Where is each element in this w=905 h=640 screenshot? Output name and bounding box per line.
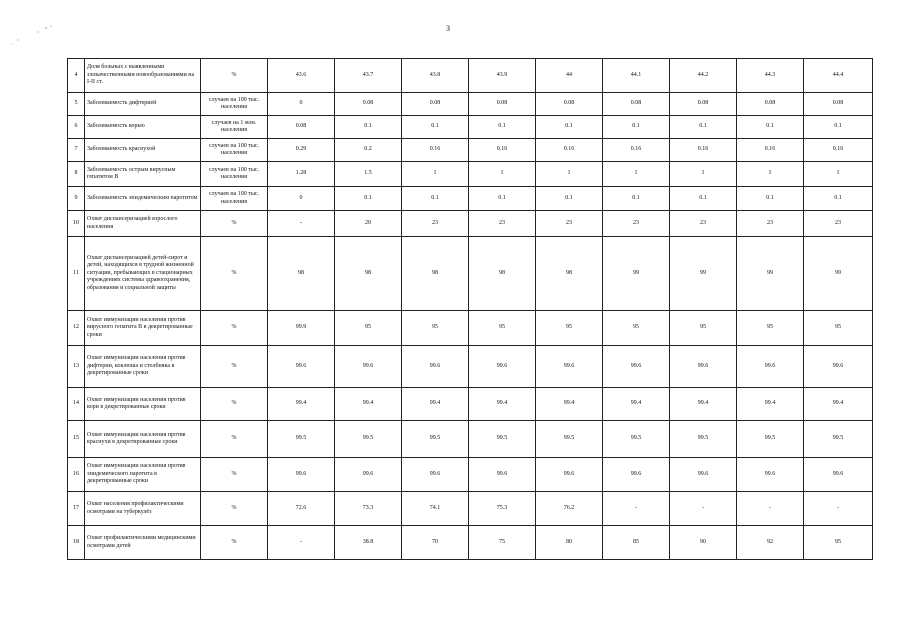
value-cell: 76.2 — [536, 492, 603, 526]
indicator-name: Заболеваемость краснухой — [85, 139, 201, 162]
value-cell: 99 — [804, 237, 873, 311]
unit-cell: % — [201, 59, 268, 93]
row-number: 10 — [68, 211, 85, 237]
row-number: 8 — [68, 162, 85, 187]
value-cell: 95 — [536, 311, 603, 346]
table-row — [68, 187, 873, 211]
unit-cell: % — [201, 492, 268, 526]
table-row — [68, 237, 873, 311]
value-cell: 72.6 — [268, 492, 335, 526]
value-cell: 92 — [737, 526, 804, 560]
table-row — [68, 59, 873, 93]
value-cell: 99.6 — [335, 458, 402, 492]
indicator-name: Охват иммунизации населения против кори в декретированные сроки — [85, 388, 201, 421]
table-row — [68, 346, 873, 388]
table-row — [68, 388, 873, 421]
value-cell: 95 — [335, 311, 402, 346]
value-cell: 23 — [402, 211, 469, 237]
unit-cell: случаев на 100 тыс. населения — [201, 93, 268, 116]
value-cell: 99.6 — [603, 346, 670, 388]
unit-cell: % — [201, 211, 268, 237]
value-cell: 43.9 — [469, 59, 536, 93]
value-cell: 99.4 — [603, 388, 670, 421]
value-cell: 0.16 — [469, 139, 536, 162]
value-cell: 0.08 — [737, 93, 804, 116]
value-cell: 80 — [536, 526, 603, 560]
value-cell: 0.16 — [670, 139, 737, 162]
unit-cell: % — [201, 388, 268, 421]
value-cell: 0.08 — [536, 93, 603, 116]
value-cell: 0.1 — [335, 187, 402, 211]
value-cell: 99.5 — [536, 421, 603, 458]
value-cell: 0.2 — [335, 139, 402, 162]
value-cell: 99.6 — [469, 346, 536, 388]
value-cell: 99 — [737, 237, 804, 311]
value-cell: 0.08 — [402, 93, 469, 116]
value-cell: 99.6 — [737, 458, 804, 492]
value-cell: 95 — [804, 526, 873, 560]
value-cell: 0.1 — [469, 187, 536, 211]
value-cell: 1 — [804, 162, 873, 187]
unit-cell: случаев на 100 тыс. населения — [201, 187, 268, 211]
value-cell: 0.1 — [536, 187, 603, 211]
value-cell: 95 — [603, 311, 670, 346]
value-cell: 0 — [268, 187, 335, 211]
value-cell: 99.5 — [402, 421, 469, 458]
value-cell: 99 — [670, 237, 737, 311]
value-cell: 99 — [603, 237, 670, 311]
value-cell: 0.29 — [268, 139, 335, 162]
value-cell: 23 — [670, 211, 737, 237]
value-cell: 99.4 — [804, 388, 873, 421]
value-cell: 0.16 — [536, 139, 603, 162]
value-cell: 95 — [804, 311, 873, 346]
indicator-name: Охват диспансеризацией взрослого населения — [85, 211, 201, 237]
value-cell: 1 — [469, 162, 536, 187]
indicator-name: Охват иммунизации населения против эпидемического паротита в декретированные сроки — [85, 458, 201, 492]
value-cell: 43.7 — [335, 59, 402, 93]
value-cell: - — [670, 492, 737, 526]
indicator-name: Заболеваемость корью — [85, 116, 201, 139]
value-cell: 23 — [603, 211, 670, 237]
indicator-name: Охват населения профилактическими осмотрами на туберкулёз — [85, 492, 201, 526]
unit-cell: случаев на 100 тыс. населения — [201, 139, 268, 162]
scan-artifact — [6, 22, 66, 52]
value-cell: 95 — [737, 311, 804, 346]
value-cell: 99.6 — [268, 458, 335, 492]
value-cell: - — [804, 492, 873, 526]
unit-cell: случаев на 1 млн. населения — [201, 116, 268, 139]
value-cell: - — [268, 211, 335, 237]
value-cell: 0.08 — [335, 93, 402, 116]
row-number: 16 — [68, 458, 85, 492]
table-row — [68, 526, 873, 560]
table-row — [68, 162, 873, 187]
value-cell: 99.5 — [268, 421, 335, 458]
value-cell: 43.8 — [402, 59, 469, 93]
value-cell: 0.1 — [536, 116, 603, 139]
row-number: 9 — [68, 187, 85, 211]
value-cell: 1 — [603, 162, 670, 187]
value-cell: 0.1 — [603, 187, 670, 211]
value-cell: 44.2 — [670, 59, 737, 93]
value-cell: 95 — [469, 311, 536, 346]
value-cell: 1 — [536, 162, 603, 187]
value-cell: 99.4 — [536, 388, 603, 421]
row-number: 18 — [68, 526, 85, 560]
value-cell: 0.16 — [804, 139, 873, 162]
value-cell: - — [268, 526, 335, 560]
value-cell: 73.3 — [335, 492, 402, 526]
row-number: 11 — [68, 237, 85, 311]
value-cell: 0.1 — [670, 187, 737, 211]
indicator-name: Охват диспансеризацией детей-сирот и детей, находящихся в трудной жизненной ситуации, пребывающих в стационарных учреждениях системы здравоохранения, образования и социальной защиты — [85, 237, 201, 311]
indicator-name: Охват иммунизации населения против краснухи в декретированные сроки — [85, 421, 201, 458]
value-cell: 95 — [402, 311, 469, 346]
row-number: 5 — [68, 93, 85, 116]
value-cell: 99.6 — [536, 346, 603, 388]
value-cell: 0.16 — [402, 139, 469, 162]
value-cell: 75.3 — [469, 492, 536, 526]
value-cell: 99.6 — [670, 458, 737, 492]
unit-cell: % — [201, 346, 268, 388]
value-cell: 99.4 — [670, 388, 737, 421]
value-cell: 99.4 — [737, 388, 804, 421]
value-cell: 99.5 — [469, 421, 536, 458]
value-cell: 0.08 — [670, 93, 737, 116]
indicator-name: Доля больных с выявленными злокачественными новообразованиями на I-II ст. — [85, 59, 201, 93]
value-cell: 0.1 — [737, 116, 804, 139]
value-cell: 23 — [469, 211, 536, 237]
unit-cell: % — [201, 311, 268, 346]
value-cell: 99.5 — [670, 421, 737, 458]
value-cell: 20 — [335, 211, 402, 237]
table-row — [68, 93, 873, 116]
value-cell: 99.6 — [268, 346, 335, 388]
value-cell: 98 — [268, 237, 335, 311]
value-cell: 0.1 — [603, 116, 670, 139]
value-cell: 99.4 — [268, 388, 335, 421]
page-number: 3 — [446, 24, 450, 33]
unit-cell: % — [201, 526, 268, 560]
value-cell: 0.16 — [737, 139, 804, 162]
value-cell: 0.08 — [603, 93, 670, 116]
value-cell: 23 — [536, 211, 603, 237]
value-cell: 44 — [536, 59, 603, 93]
value-cell: 98 — [335, 237, 402, 311]
row-number: 17 — [68, 492, 85, 526]
table-row — [68, 311, 873, 346]
value-cell: 99.6 — [670, 346, 737, 388]
indicator-name: Охват иммунизации населения против вирусного гепатита В в декретированные сроки — [85, 311, 201, 346]
table-row — [68, 116, 873, 139]
value-cell: 0.08 — [804, 93, 873, 116]
indicator-name: Заболеваемость дифтерией — [85, 93, 201, 116]
value-cell: 99.4 — [469, 388, 536, 421]
indicator-name: Заболеваемость острым вирусным гепатитом В — [85, 162, 201, 187]
value-cell: 0.08 — [268, 116, 335, 139]
row-number: 6 — [68, 116, 85, 139]
value-cell: 44.3 — [737, 59, 804, 93]
value-cell: 1 — [670, 162, 737, 187]
value-cell: 0.1 — [804, 116, 873, 139]
value-cell: 99.5 — [335, 421, 402, 458]
unit-cell: % — [201, 421, 268, 458]
value-cell: 1.5 — [335, 162, 402, 187]
value-cell: 43.6 — [268, 59, 335, 93]
row-number: 4 — [68, 59, 85, 93]
value-cell: 74.1 — [402, 492, 469, 526]
value-cell: - — [603, 492, 670, 526]
value-cell: 1 — [402, 162, 469, 187]
value-cell: 98 — [469, 237, 536, 311]
indicator-name: Заболеваемость эпидемическим паротитом — [85, 187, 201, 211]
value-cell: 44.1 — [603, 59, 670, 93]
indicator-name: Охват профилактическими медицинскими осмотрами детей — [85, 526, 201, 560]
value-cell: 99.6 — [335, 346, 402, 388]
table-row — [68, 458, 873, 492]
table-row — [68, 211, 873, 237]
indicators-table — [67, 58, 873, 560]
value-cell: 0.1 — [670, 116, 737, 139]
value-cell: 70 — [402, 526, 469, 560]
value-cell: 90 — [670, 526, 737, 560]
value-cell: 98 — [402, 237, 469, 311]
value-cell: 0.1 — [804, 187, 873, 211]
row-number: 12 — [68, 311, 85, 346]
value-cell: 0.1 — [737, 187, 804, 211]
value-cell: 99.4 — [335, 388, 402, 421]
value-cell: 85 — [603, 526, 670, 560]
value-cell: 99.5 — [737, 421, 804, 458]
value-cell: 99.6 — [402, 458, 469, 492]
table-row — [68, 421, 873, 458]
value-cell: 23 — [737, 211, 804, 237]
value-cell: 99.6 — [737, 346, 804, 388]
value-cell: 44.4 — [804, 59, 873, 93]
value-cell: 99.4 — [402, 388, 469, 421]
value-cell: 99.5 — [603, 421, 670, 458]
value-cell: 95 — [670, 311, 737, 346]
unit-cell: % — [201, 237, 268, 311]
table-row — [68, 139, 873, 162]
row-number: 15 — [68, 421, 85, 458]
value-cell: 98 — [536, 237, 603, 311]
value-cell: 99.6 — [804, 458, 873, 492]
value-cell: 99.6 — [402, 346, 469, 388]
row-number: 7 — [68, 139, 85, 162]
value-cell: 99.6 — [804, 346, 873, 388]
row-number: 13 — [68, 346, 85, 388]
indicator-name: Охват иммунизации населения против дифтерии, коклюша и столбняка в декретированные сроки — [85, 346, 201, 388]
value-cell: 0.1 — [335, 116, 402, 139]
table-row — [68, 492, 873, 526]
value-cell: 75 — [469, 526, 536, 560]
value-cell: - — [737, 492, 804, 526]
value-cell: 0.08 — [469, 93, 536, 116]
value-cell: 1.28 — [268, 162, 335, 187]
value-cell: 99.6 — [469, 458, 536, 492]
value-cell: 0 — [268, 93, 335, 116]
value-cell: 99.9 — [268, 311, 335, 346]
value-cell: 0.1 — [402, 187, 469, 211]
unit-cell: % — [201, 458, 268, 492]
value-cell: 99.5 — [804, 421, 873, 458]
row-number: 14 — [68, 388, 85, 421]
value-cell: 38.8 — [335, 526, 402, 560]
value-cell: 23 — [804, 211, 873, 237]
value-cell: 0.1 — [469, 116, 536, 139]
value-cell: 0.1 — [402, 116, 469, 139]
value-cell: 1 — [737, 162, 804, 187]
value-cell: 99.6 — [536, 458, 603, 492]
unit-cell: случаев на 100 тыс. населения — [201, 162, 268, 187]
value-cell: 99.6 — [603, 458, 670, 492]
value-cell: 0.16 — [603, 139, 670, 162]
